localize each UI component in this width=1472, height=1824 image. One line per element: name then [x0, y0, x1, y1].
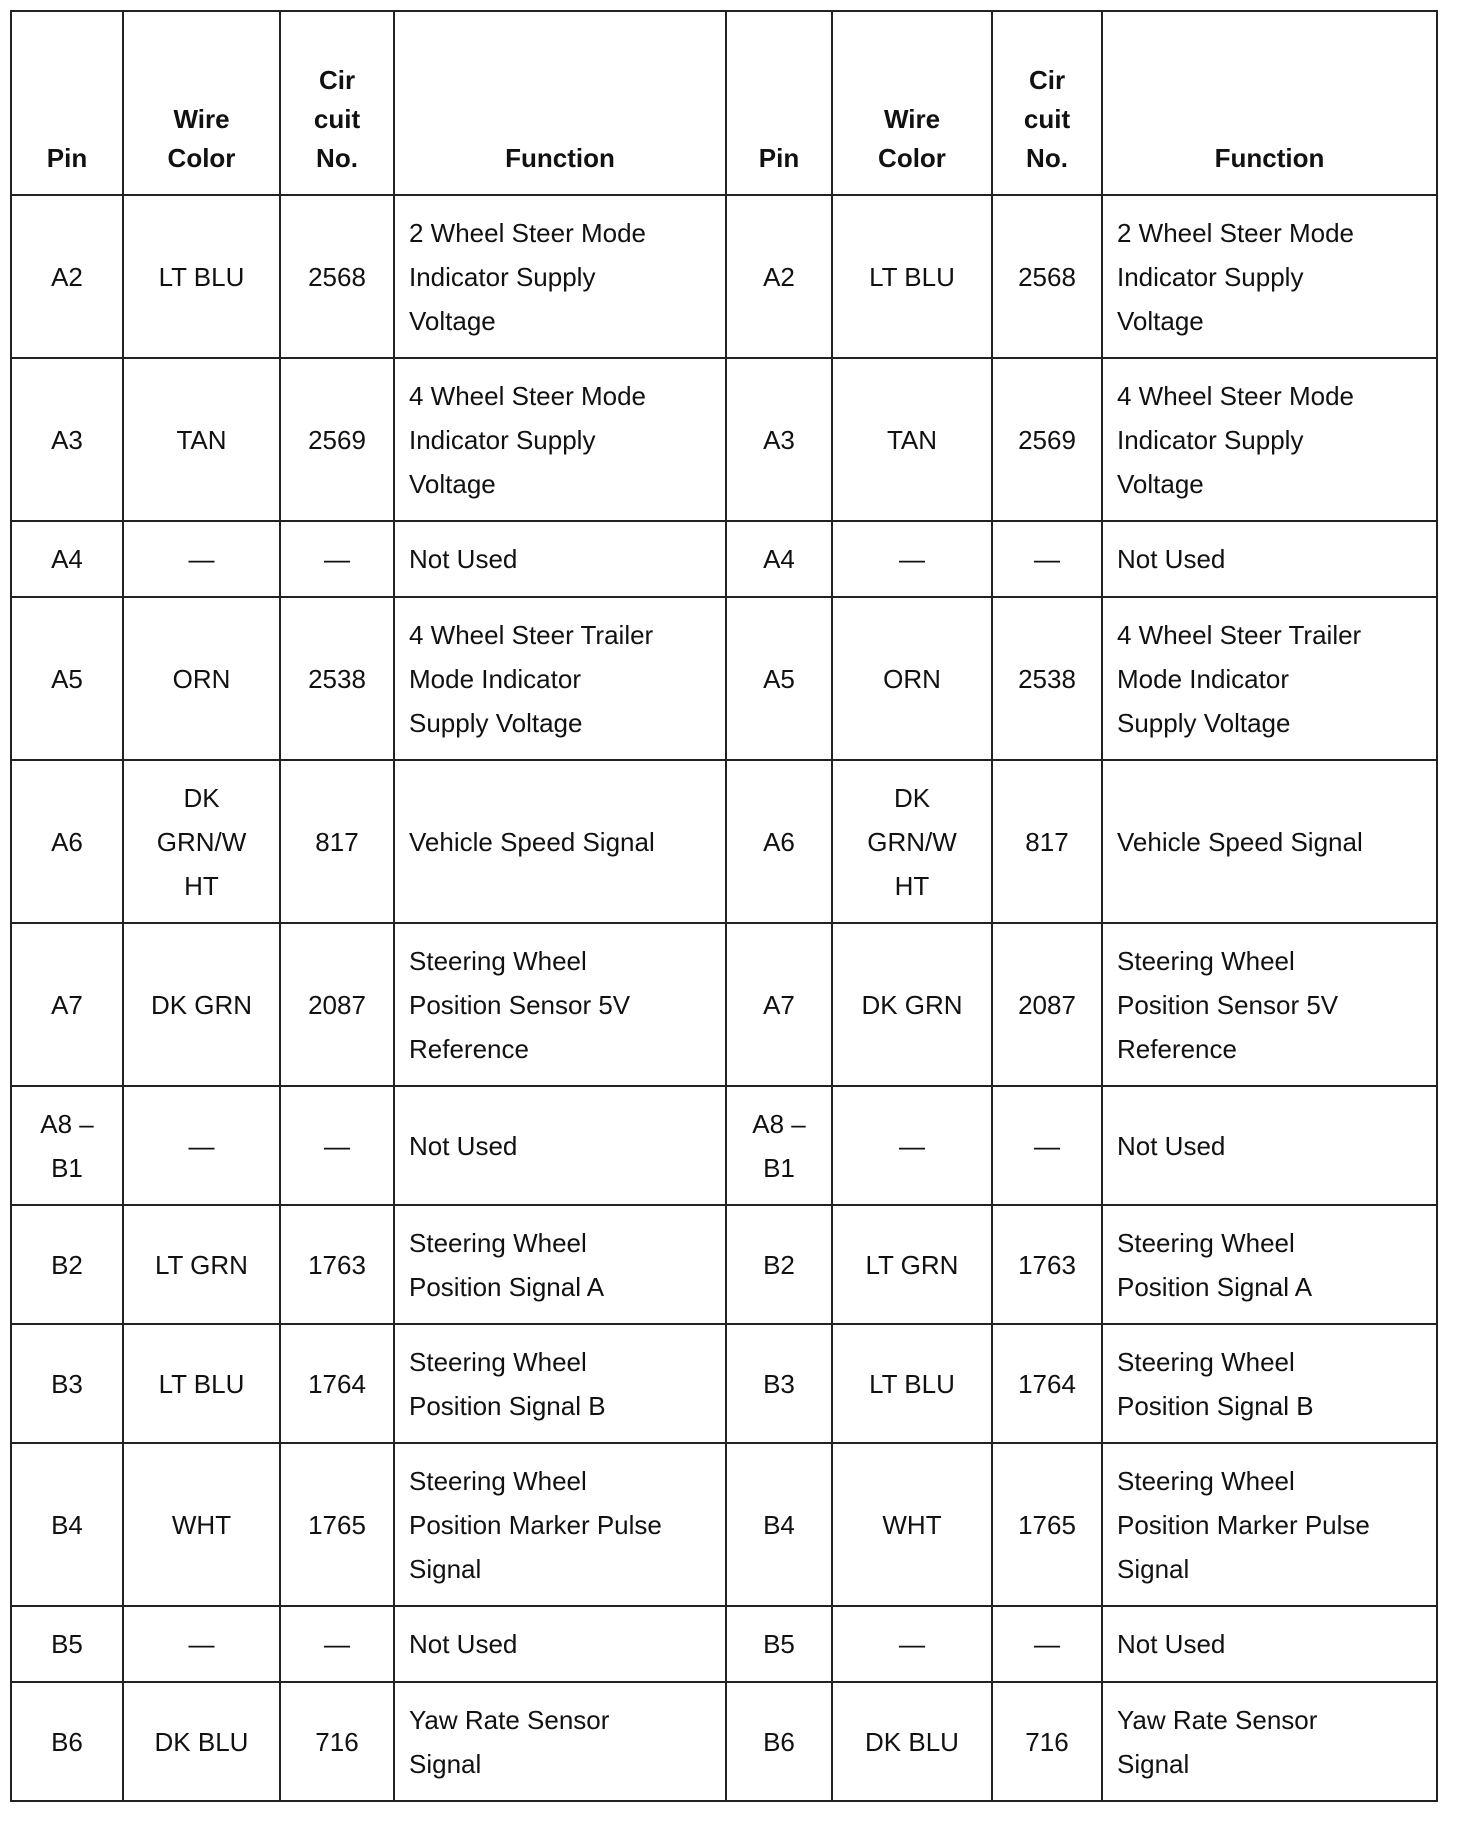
circuit-number-cell	[280, 1205, 394, 1324]
circuit-number-cell-text: 2569	[308, 424, 366, 455]
circuit-number-cell	[280, 1682, 394, 1801]
wire-color-cell	[832, 195, 992, 358]
function-cell	[394, 521, 726, 597]
wire-color-cell-text: DK GRN	[861, 989, 963, 1020]
circuit-number-cell	[992, 195, 1102, 358]
function-cell	[1102, 1086, 1437, 1205]
function-cell-text: Not Used	[1117, 544, 1226, 574]
pin-cell-text: A8 – B1	[752, 1108, 806, 1183]
function-cell	[1102, 1205, 1437, 1324]
wire-color-cell-text: DK GRN/W HT	[156, 782, 247, 901]
pin-cell-text: A3	[51, 424, 83, 455]
function-cell-text: Vehicle Speed Signal	[409, 826, 655, 857]
function-cell-text: Vehicle Speed Signal	[1117, 826, 1363, 857]
circuit-number-cell	[992, 1205, 1102, 1324]
table-row	[11, 1682, 1437, 1801]
wire-color-cell	[832, 1324, 992, 1443]
function-cell	[1102, 1682, 1437, 1801]
wire-color-cell-text: LT BLU	[869, 1368, 955, 1399]
wire-color-cell	[123, 1324, 280, 1443]
pin-cell-text: A7	[51, 989, 83, 1020]
function-cell-text: Yaw Rate Sensor Signal	[409, 1704, 610, 1779]
wire-color-cell	[832, 760, 992, 923]
pin-cell-text: A5	[763, 663, 795, 694]
wire-color-cell-text: —	[899, 1130, 925, 1161]
pin-cell-text: B4	[51, 1509, 83, 1540]
function-cell	[394, 597, 726, 760]
circuit-number-cell-text: —	[1034, 1629, 1060, 1659]
pin-cell	[11, 1205, 123, 1324]
pin-cell	[11, 195, 123, 358]
pin-cell-text: A2	[51, 261, 83, 292]
wire-color-cell	[123, 923, 280, 1086]
pin-cell	[726, 760, 832, 923]
function-cell-text: Not Used	[1117, 1130, 1226, 1161]
function-cell	[394, 1205, 726, 1324]
circuit-number-cell-text: 1764	[1018, 1368, 1076, 1399]
header-function: Function	[394, 11, 726, 195]
table-row	[11, 1606, 1437, 1682]
wire-color-cell-text: DK BLU	[865, 1726, 959, 1757]
pin-cell	[726, 521, 832, 597]
pin-cell-text: A6	[51, 826, 83, 857]
wire-color-cell-text: —	[188, 544, 215, 574]
pin-cell	[726, 195, 832, 358]
wire-color-cell	[832, 1205, 992, 1324]
circuit-number-cell	[992, 1606, 1102, 1682]
circuit-number-cell	[992, 1086, 1102, 1205]
circuit-number-cell	[280, 1086, 394, 1205]
wire-color-cell	[123, 1205, 280, 1324]
function-cell-text: Steering Wheel Position Signal B	[1117, 1346, 1314, 1421]
pin-cell	[11, 1606, 123, 1682]
pin-cell	[11, 358, 123, 521]
circuit-number-cell	[280, 923, 394, 1086]
header-function: Function	[1102, 11, 1437, 195]
function-cell	[394, 1086, 726, 1205]
pin-cell	[11, 760, 123, 923]
pin-cell	[726, 1324, 832, 1443]
wire-color-cell-text: DK GRN/W HT	[867, 782, 957, 901]
function-cell-text: 2 Wheel Steer Mode Indicator Supply Voltage	[409, 217, 647, 336]
pin-cell	[726, 1086, 832, 1205]
function-cell-text: Steering Wheel Position Marker Pulse Signal	[1117, 1465, 1370, 1584]
function-cell	[1102, 1443, 1437, 1606]
wire-color-cell-text: TAN	[176, 424, 227, 455]
pin-cell	[11, 1682, 123, 1801]
function-cell-text: 2 Wheel Steer Mode Indicator Supply Voltage	[1117, 217, 1355, 336]
circuit-number-cell-text: —	[324, 544, 350, 574]
circuit-number-cell-text: 2538	[308, 663, 366, 694]
circuit-number-cell-text: 1764	[308, 1368, 366, 1399]
function-cell	[394, 923, 726, 1086]
wire-color-cell	[123, 597, 280, 760]
circuit-number-cell	[992, 760, 1102, 923]
wire-color-cell	[123, 1443, 280, 1606]
wire-color-cell	[123, 195, 280, 358]
pin-cell	[726, 358, 832, 521]
wire-color-cell-text: —	[899, 1629, 925, 1659]
wire-color-cell	[123, 1606, 280, 1682]
wire-color-cell-text: TAN	[886, 424, 938, 455]
pin-cell-text: A6	[763, 826, 795, 857]
circuit-number-cell-text: 1763	[308, 1249, 366, 1280]
pin-cell	[11, 1324, 123, 1443]
circuit-number-cell	[280, 195, 394, 358]
wire-color-cell	[832, 1086, 992, 1205]
table-row	[11, 1086, 1437, 1205]
pin-cell-text: B3	[51, 1368, 83, 1399]
pin-cell-text: B5	[763, 1629, 795, 1659]
circuit-number-cell-text: 1763	[1018, 1249, 1076, 1280]
circuit-number-cell-text: 1765	[1018, 1509, 1076, 1540]
pin-cell-text: B6	[763, 1726, 795, 1757]
pin-cell	[726, 1682, 832, 1801]
table-row	[11, 1324, 1437, 1443]
pin-cell-text: B2	[763, 1249, 795, 1280]
function-cell-text: Not Used	[409, 544, 518, 574]
circuit-number-cell	[280, 1443, 394, 1606]
pin-cell-text: B4	[763, 1509, 795, 1540]
circuit-number-cell-text: —	[324, 1130, 350, 1161]
function-cell-text: 4 Wheel Steer Trailer Mode Indicator Supply Voltage	[409, 619, 654, 738]
pin-cell-text: B2	[51, 1249, 83, 1280]
wire-color-cell-text: WHT	[171, 1509, 232, 1540]
table-row	[11, 1205, 1437, 1324]
circuit-number-cell-text: 2568	[1018, 261, 1076, 292]
header-wire-color: Wire Color	[123, 11, 280, 195]
pin-cell	[11, 1443, 123, 1606]
wire-color-cell	[832, 521, 992, 597]
function-cell	[1102, 1324, 1437, 1443]
header-pin: Pin	[726, 11, 832, 195]
wire-color-cell	[832, 1443, 992, 1606]
circuit-number-cell-text: —	[324, 1629, 350, 1659]
circuit-number-cell-text: 1765	[308, 1509, 366, 1540]
pin-cell	[11, 923, 123, 1086]
wire-color-cell	[123, 760, 280, 923]
pin-cell-text: A4	[763, 544, 795, 574]
function-cell	[1102, 1606, 1437, 1682]
function-cell	[394, 1682, 726, 1801]
function-cell	[394, 1324, 726, 1443]
function-cell	[394, 1443, 726, 1606]
function-cell-text: Steering Wheel Position Signal A	[409, 1227, 605, 1302]
pin-cell-text: A7	[763, 989, 795, 1020]
table-row	[11, 195, 1437, 358]
circuit-number-cell-text: 716	[1025, 1726, 1069, 1757]
wire-color-cell	[123, 521, 280, 597]
function-cell	[394, 358, 726, 521]
wire-color-cell-text: LT BLU	[158, 261, 245, 292]
wire-color-cell-text: LT BLU	[869, 261, 955, 292]
wire-color-cell-text: LT GRN	[865, 1249, 959, 1280]
pin-cell-text: A4	[51, 544, 83, 574]
circuit-number-cell-text: 2569	[1018, 424, 1076, 455]
function-cell-text: Steering Wheel Position Marker Pulse Signal	[409, 1465, 662, 1584]
circuit-number-cell	[280, 358, 394, 521]
pin-cell-text: B6	[51, 1726, 83, 1757]
wire-color-cell-text: LT GRN	[155, 1249, 248, 1280]
function-cell-text: Steering Wheel Position Sensor 5V Reference	[409, 945, 631, 1064]
function-cell-text: Not Used	[1117, 1629, 1226, 1659]
circuit-number-cell-text: —	[1034, 1130, 1060, 1161]
function-cell-text: 4 Wheel Steer Trailer Mode Indicator Supply Voltage	[1117, 619, 1362, 738]
function-cell	[394, 760, 726, 923]
table-row	[11, 521, 1437, 597]
pin-cell-text: A8 – B1	[40, 1108, 94, 1183]
pin-cell-text: B5	[51, 1629, 83, 1659]
circuit-number-cell-text: 2538	[1018, 663, 1076, 694]
function-cell-text: 4 Wheel Steer Mode Indicator Supply Voltage	[1117, 380, 1355, 499]
pin-cell	[726, 1443, 832, 1606]
wire-color-cell	[123, 1682, 280, 1801]
header-wire-color: Wire Color	[832, 11, 992, 195]
pin-cell-text: A5	[51, 663, 83, 694]
pin-cell-text: A3	[763, 424, 795, 455]
wire-color-cell-text: —	[188, 1629, 215, 1659]
table-row	[11, 760, 1437, 923]
table-row	[11, 1443, 1437, 1606]
wire-color-cell-text: DK GRN	[150, 989, 253, 1020]
circuit-number-cell-text: 817	[315, 826, 359, 857]
function-cell	[1102, 358, 1437, 521]
wire-color-cell	[832, 1606, 992, 1682]
function-cell-text: Steering Wheel Position Signal B	[409, 1346, 606, 1421]
connector-pinout-table	[10, 10, 1438, 1802]
function-cell	[394, 1606, 726, 1682]
wire-color-cell-text: ORN	[172, 663, 231, 694]
circuit-number-cell	[280, 760, 394, 923]
wire-color-cell	[832, 1682, 992, 1801]
pin-cell	[726, 1205, 832, 1324]
circuit-number-cell-text: 817	[1025, 826, 1069, 857]
circuit-number-cell-text: 716	[315, 1726, 359, 1757]
wire-color-cell-text: WHT	[882, 1509, 942, 1540]
function-cell	[1102, 195, 1437, 358]
wire-color-cell-text: —	[899, 544, 925, 574]
circuit-number-cell-text: 2087	[308, 989, 366, 1020]
function-cell	[1102, 597, 1437, 760]
table-row	[11, 923, 1437, 1086]
pin-cell	[11, 597, 123, 760]
pin-cell	[11, 1086, 123, 1205]
table-row	[11, 597, 1437, 760]
header-row	[11, 11, 1437, 195]
pin-cell	[726, 597, 832, 760]
wire-color-cell-text: ORN	[883, 663, 941, 694]
circuit-number-cell	[992, 1443, 1102, 1606]
function-cell	[394, 195, 726, 358]
pin-cell-text: A2	[763, 261, 795, 292]
pin-cell	[726, 923, 832, 1086]
wire-color-cell-text: DK BLU	[154, 1726, 249, 1757]
circuit-number-cell-text: 2087	[1018, 989, 1076, 1020]
function-cell-text: Steering Wheel Position Signal A	[1117, 1227, 1313, 1302]
circuit-number-cell	[992, 358, 1102, 521]
wire-color-cell	[123, 358, 280, 521]
circuit-number-cell-text: 2568	[308, 261, 366, 292]
circuit-number-cell	[992, 521, 1102, 597]
function-cell-text: Yaw Rate Sensor Signal	[1117, 1704, 1318, 1779]
header-circuit-no: Cir cuit No.	[992, 11, 1102, 195]
circuit-number-cell	[992, 1324, 1102, 1443]
circuit-number-cell	[280, 1606, 394, 1682]
pin-cell-text: B3	[763, 1368, 795, 1399]
function-cell-text: Not Used	[409, 1629, 518, 1659]
wire-color-cell	[123, 1086, 280, 1205]
function-cell-text: Not Used	[409, 1130, 518, 1161]
function-cell-text: Steering Wheel Position Sensor 5V Reference	[1117, 945, 1339, 1064]
header-circuit-no: Cir cuit No.	[280, 11, 394, 195]
wire-color-cell	[832, 597, 992, 760]
circuit-number-cell	[280, 1324, 394, 1443]
circuit-number-cell	[992, 923, 1102, 1086]
function-cell	[1102, 521, 1437, 597]
header-pin: Pin	[11, 11, 123, 195]
function-cell-text: 4 Wheel Steer Mode Indicator Supply Voltage	[409, 380, 647, 499]
wire-color-cell	[832, 358, 992, 521]
function-cell	[1102, 923, 1437, 1086]
wire-color-cell-text: —	[188, 1130, 215, 1161]
table-row	[11, 358, 1437, 521]
circuit-number-cell	[280, 597, 394, 760]
wire-color-cell	[832, 923, 992, 1086]
circuit-number-cell	[992, 597, 1102, 760]
pin-cell	[726, 1606, 832, 1682]
circuit-number-cell	[992, 1682, 1102, 1801]
circuit-number-cell-text: —	[1034, 544, 1060, 574]
circuit-number-cell	[280, 521, 394, 597]
wire-color-cell-text: LT BLU	[158, 1368, 245, 1399]
pin-cell	[11, 521, 123, 597]
function-cell	[1102, 760, 1437, 923]
